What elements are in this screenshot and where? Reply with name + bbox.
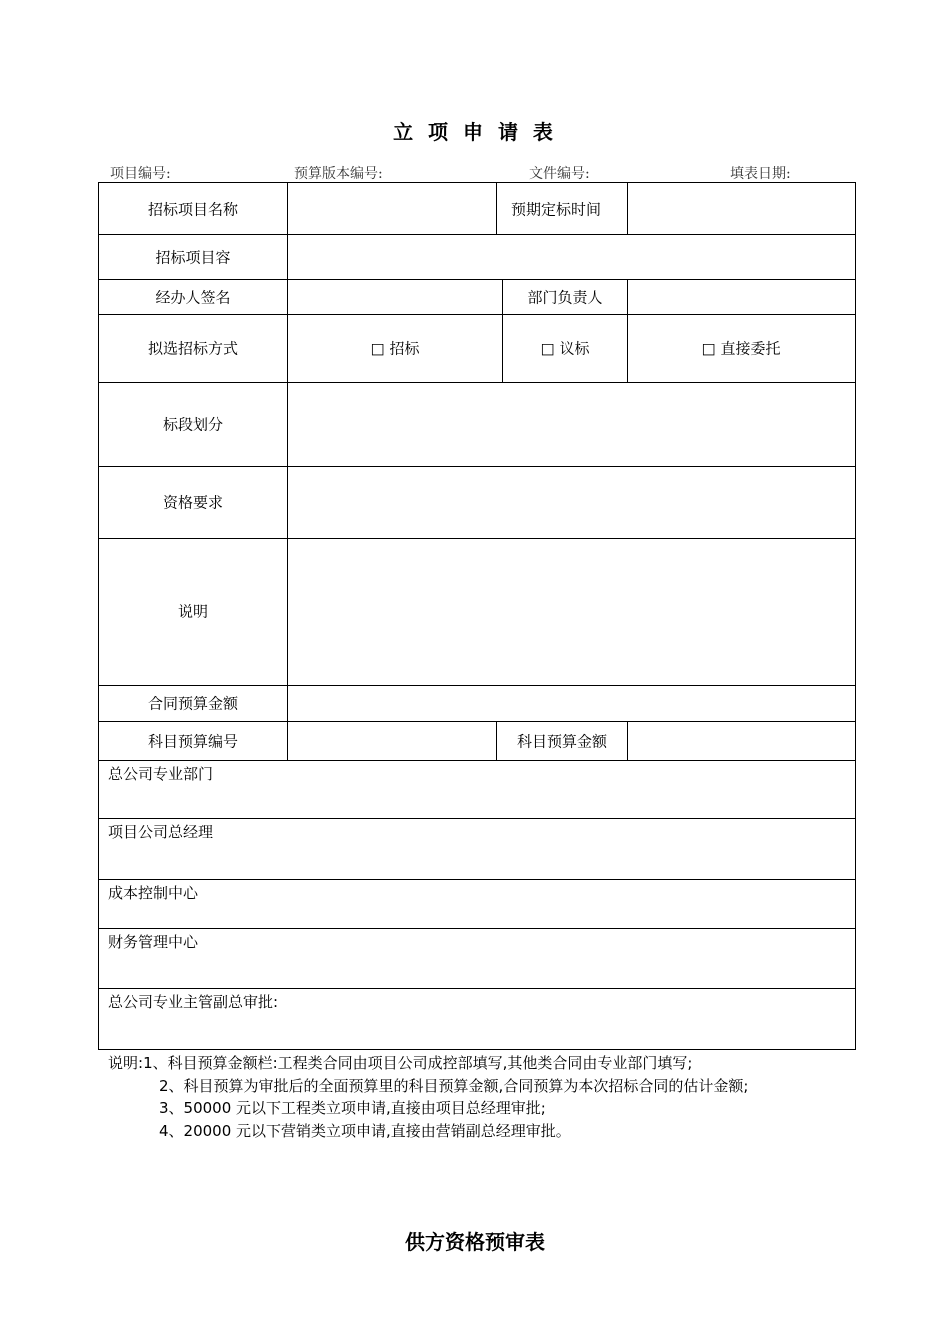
note-item: 2、科目预算为审批后的全面预算里的科目预算金额,合同预算为本次招标合同的估计金额; <box>159 1076 749 1095</box>
file-no-label: 文件编号: <box>529 166 590 182</box>
approval-finance: 财务管理中心 <box>108 933 199 951</box>
note-item: 4、20000 元以下营销类立项申请,直接由营销副总经理审批。 <box>159 1121 571 1140</box>
form-title: 立 项 申 请 表 <box>393 120 557 144</box>
description-label: 说明 <box>177 602 209 621</box>
dept-head-label: 部门负责人 <box>527 288 603 307</box>
bidding-method-label: 拟选招标方式 <box>147 339 239 358</box>
project-no-label: 项目编号: <box>110 166 171 182</box>
subject-budget-no-label: 科目预算编号 <box>147 732 239 751</box>
approval-vp: 总公司专业主管副总审批: <box>108 993 279 1011</box>
approval-project-gm: 项目公司总经理 <box>108 823 214 841</box>
approval-cost-control: 成本控制中心 <box>108 884 199 902</box>
subject-budget-amount-label: 科目预算金额 <box>516 732 608 751</box>
notes <box>108 1052 748 1142</box>
method-option-tender[interactable]: □ 招标 <box>370 339 420 358</box>
qualification-label: 资格要求 <box>162 493 224 512</box>
fill-date-label: 填表日期: <box>730 166 791 182</box>
application-form-table <box>98 182 856 1050</box>
budget-version-no-label: 预算版本编号: <box>294 166 383 182</box>
approval-dept: 总公司专业部门 <box>108 765 214 783</box>
next-section-title: 供方资格预审表 <box>405 1230 545 1254</box>
handler-signature-label: 经办人签名 <box>155 288 231 307</box>
project-name-label: 招标项目名称 <box>147 200 239 219</box>
expected-date-label: 预期定标时间 <box>510 200 602 219</box>
note-item: 1、科目预算金额栏:工程类合同由项目公司成控部填写,其他类合同由专业部门填写; <box>143 1054 693 1072</box>
notes-prefix: 说明: <box>108 1054 144 1072</box>
contract-budget-label: 合同预算金额 <box>147 694 239 713</box>
project-content-label: 招标项目容 <box>155 248 231 267</box>
note-item: 3、50000 元以下工程类立项申请,直接由项目总经理审批; <box>159 1099 546 1117</box>
method-option-negotiation[interactable]: □ 议标 <box>540 339 590 358</box>
section-division-label: 标段划分 <box>162 415 224 434</box>
method-option-direct[interactable]: □ 直接委托 <box>701 339 781 358</box>
